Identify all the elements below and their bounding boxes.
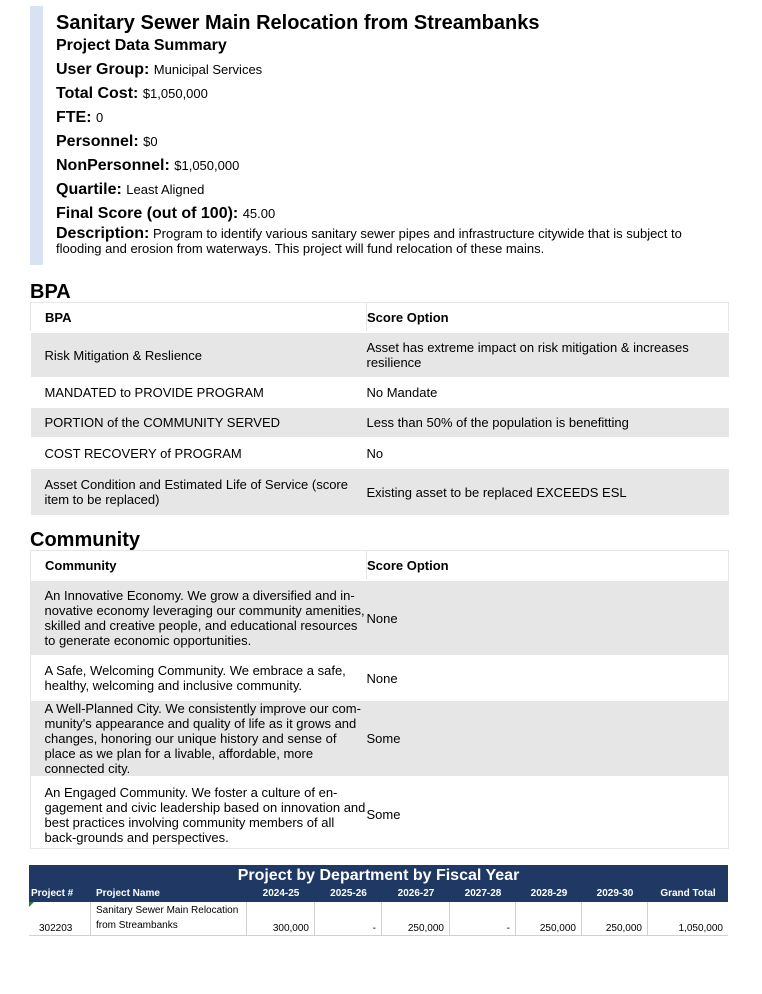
table-header-row [31,551,729,581]
community-heading: Community [30,529,140,551]
table-cell: 302203 [29,902,91,935]
project-table-title: Project by Department by Fiscal Year [237,867,520,884]
project-table-header [29,865,728,902]
table-cell: Less than 50% of the population is benefitting [367,407,729,438]
table-cell: - [315,902,382,935]
project-summary [30,6,730,265]
table-cell: Existing asset to be replaced EXCEEDS ESL [367,468,729,515]
table-cell: 250,000 [382,902,450,935]
table-cell: MANDATED to PROVIDE PROGRAM [31,378,367,407]
table-cell: - [450,902,516,935]
table-row [29,902,728,936]
table-row [31,777,729,851]
community-table [30,550,729,851]
table-cell: An Innovative Economy. We grow a diversified and in-novative economy leveraging our community amenities, skilled and creative people, and educational resources to generate economic opportunities. [31,580,367,656]
table-cell: None [367,580,729,656]
summary-subtitle: Project Data Summary [56,37,227,54]
field-user-group [56,60,730,79]
table-cell: PORTION of the COMMUNITY SERVED [31,407,367,438]
table-cell: Asset has extreme impact on risk mitigation & increases resilience [367,332,729,378]
project-title: Sanitary Sewer Main Relocation from Streambanks [56,12,540,34]
table-row [31,700,729,777]
field-label: Total Cost: [56,85,139,102]
table-cell: No Mandate [367,378,729,407]
field-value: $1,050,000 [174,158,240,173]
table-cell: 250,000 [582,902,648,935]
column-header: BPA [31,303,367,333]
table-cell: Risk Mitigation & Reslience [31,332,367,378]
column-header: 2029-30 [596,888,634,899]
table-row [31,656,729,700]
table-cell: 250,000 [516,902,582,935]
table-header-row [31,303,729,333]
table-cell: A Well-Planned City. We consistently improve our com-munity's appearance and quality of life as it grows and changes, honoring our unique history and sense of place as we plan for a livable, affordable, more connected city. [31,700,367,777]
table-row [31,332,729,378]
field-value: Least Aligned [126,182,205,197]
field-label: Description: [56,225,150,242]
project-fiscal-table [29,865,728,936]
table-cell: An Engaged Community. We foster a culture of en-gagement and civic leadership based on innovation and best practices involving community members of all back-grounds and perspectives. [31,777,367,851]
field-label: Final Score (out of 100): [56,205,239,222]
field-value: $0 [143,134,158,149]
column-header: 2027-28 [464,888,502,899]
field-label: NonPersonnel: [56,157,170,174]
project-table-columns [29,888,728,902]
column-header: Score Option [367,551,729,581]
description-text: Program to identify various sanitary sewer pipes and infrastructure citywide that is subject to flooding and erosion from waterways. This project will fund relocation of these mains. [56,226,682,256]
table-cell: Asset Condition and Estimated Life of Service (score item to be replaced) [31,468,367,515]
field-label: FTE: [56,109,92,126]
table-cell: 1,050,000 [678,923,723,934]
column-header: Project # [31,888,74,899]
field-label: User Group: [56,61,150,78]
column-header: 2028-29 [530,888,568,899]
field-quartile [56,180,730,199]
table-cell: A Safe, Welcoming Community. We embrace a safe, healthy, welcoming and inclusive community. [31,656,367,700]
field-value: 45.00 [242,206,276,221]
column-header: Community [31,551,367,581]
column-header: Project Name [96,888,160,899]
field-total-cost [56,84,730,103]
column-header: Grand Total [660,888,716,899]
table-row [31,468,729,515]
column-header: 2026-27 [397,888,435,899]
field-fte [56,108,730,127]
field-value: 0 [96,110,104,125]
field-nonpersonnel [56,156,730,175]
column-header: Score Option [367,303,729,333]
bpa-table [30,302,729,515]
field-value: Municipal Services [153,62,263,77]
field-value: $1,050,000 [142,86,208,101]
table-cell: No [367,438,729,468]
table-cell: Some [367,777,729,851]
table-row [31,407,729,438]
field-personnel [56,132,730,151]
table-cell: COST RECOVERY of PROGRAM [31,438,367,468]
table-row [31,438,729,468]
bpa-heading: BPA [30,281,71,303]
table-cell: Some [367,700,729,777]
field-label: Quartile: [56,181,122,198]
table-row [31,580,729,656]
field-final-score [56,204,730,223]
table-cell: None [367,656,729,700]
cell-comment-indicator [29,902,34,907]
column-header: 2025-26 [330,888,367,899]
field-label: Personnel: [56,133,139,150]
field-description [56,226,730,256]
column-header: 2024-25 [262,888,300,899]
table-row [31,378,729,407]
table-cell: Sanitary Sewer Main Relocation from Streambanks [91,902,247,935]
table-cell: 300,000 [247,902,315,935]
